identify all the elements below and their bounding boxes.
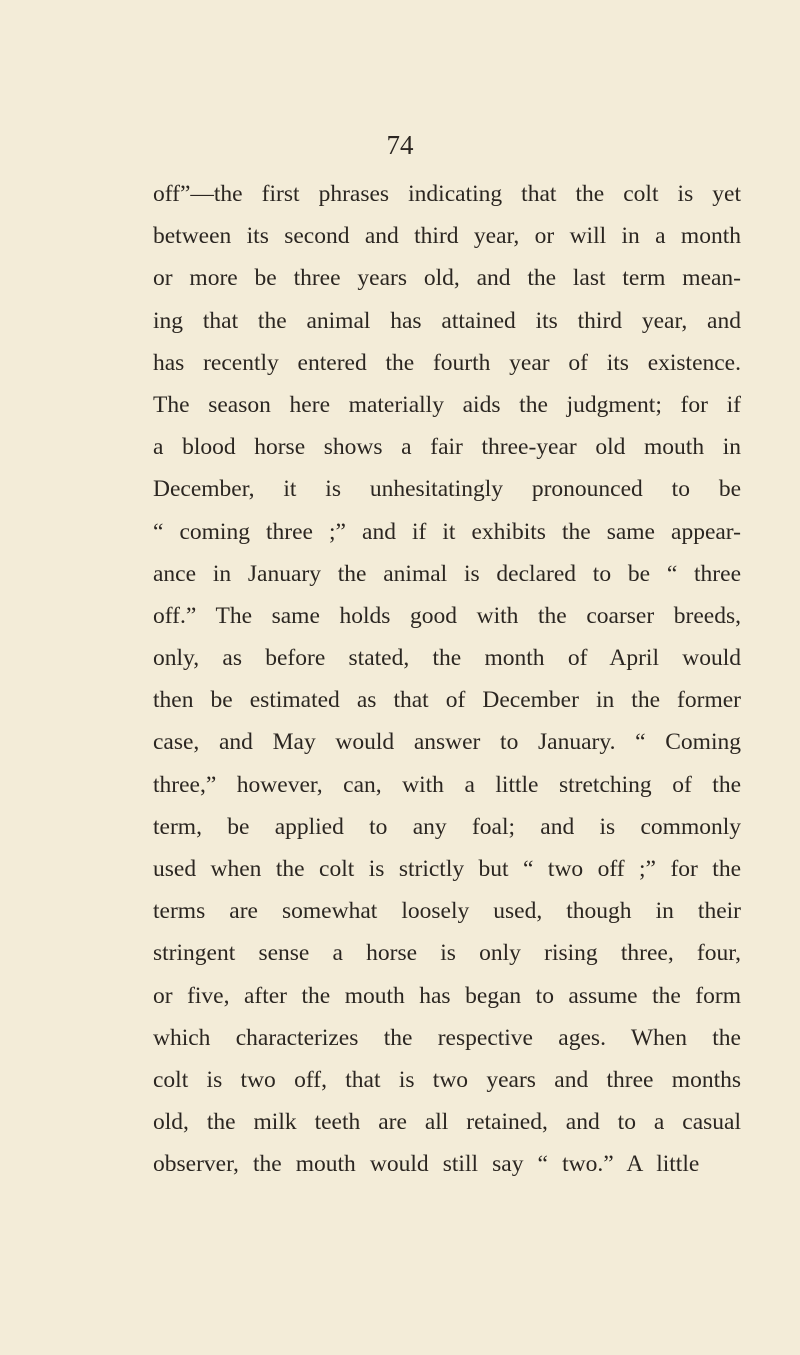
body-text xyxy=(153,173,741,1186)
text-line: three,” however, can, with a little stretching of the xyxy=(153,771,741,798)
text-line: December, it is unhesitatingly pronounced to be xyxy=(153,476,741,503)
text-line: old, the milk teeth are all retained, and to a casual xyxy=(153,1109,741,1136)
text-line: only, as before stated, the month of April would xyxy=(153,645,741,672)
text-line: terms are somewhat loosely used, though in their xyxy=(153,898,741,925)
text-line: or more be three years old, and the last term mean- xyxy=(153,265,741,292)
text-line: term, be applied to any foal; and is commonly xyxy=(153,813,741,840)
text-line: observer, the mouth would still say “ two.” A little xyxy=(153,1151,700,1178)
text-line: used when the colt is strictly but “ two off ;” for the xyxy=(153,856,741,882)
text-line: then be estimated as that of December in the former xyxy=(153,687,741,714)
text-line: stringent sense a horse is only rising three, four, xyxy=(153,940,741,967)
text-line: a blood horse shows a fair three-year old mouth in xyxy=(153,434,741,461)
text-line: The season here materially aids the judgment; for if xyxy=(153,391,741,418)
text-line: has recently entered the fourth year of its existence. xyxy=(153,349,741,376)
text-line: ing that the animal has attained its third year, and xyxy=(153,307,741,334)
text-line: “ coming three ;” and if it exhibits the same appear- xyxy=(153,518,741,545)
page-number: 74 xyxy=(386,130,414,160)
text-line: or five, after the mouth has began to assume the form xyxy=(153,982,741,1009)
text-line: which characterizes the respective ages. When the xyxy=(153,1024,741,1051)
text-line: between its second and third year, or will in a month xyxy=(153,223,741,250)
text-line: colt is two off, that is two years and three months xyxy=(153,1066,741,1093)
text-line: off”—the first phrases indicating that the colt is yet xyxy=(153,181,741,207)
text-line: case, and May would answer to January. “ Coming xyxy=(153,729,741,756)
text-line: ance in January the animal is declared to be “ three xyxy=(153,560,741,587)
text-line: off.” The same holds good with the coarser breeds, xyxy=(153,602,741,629)
